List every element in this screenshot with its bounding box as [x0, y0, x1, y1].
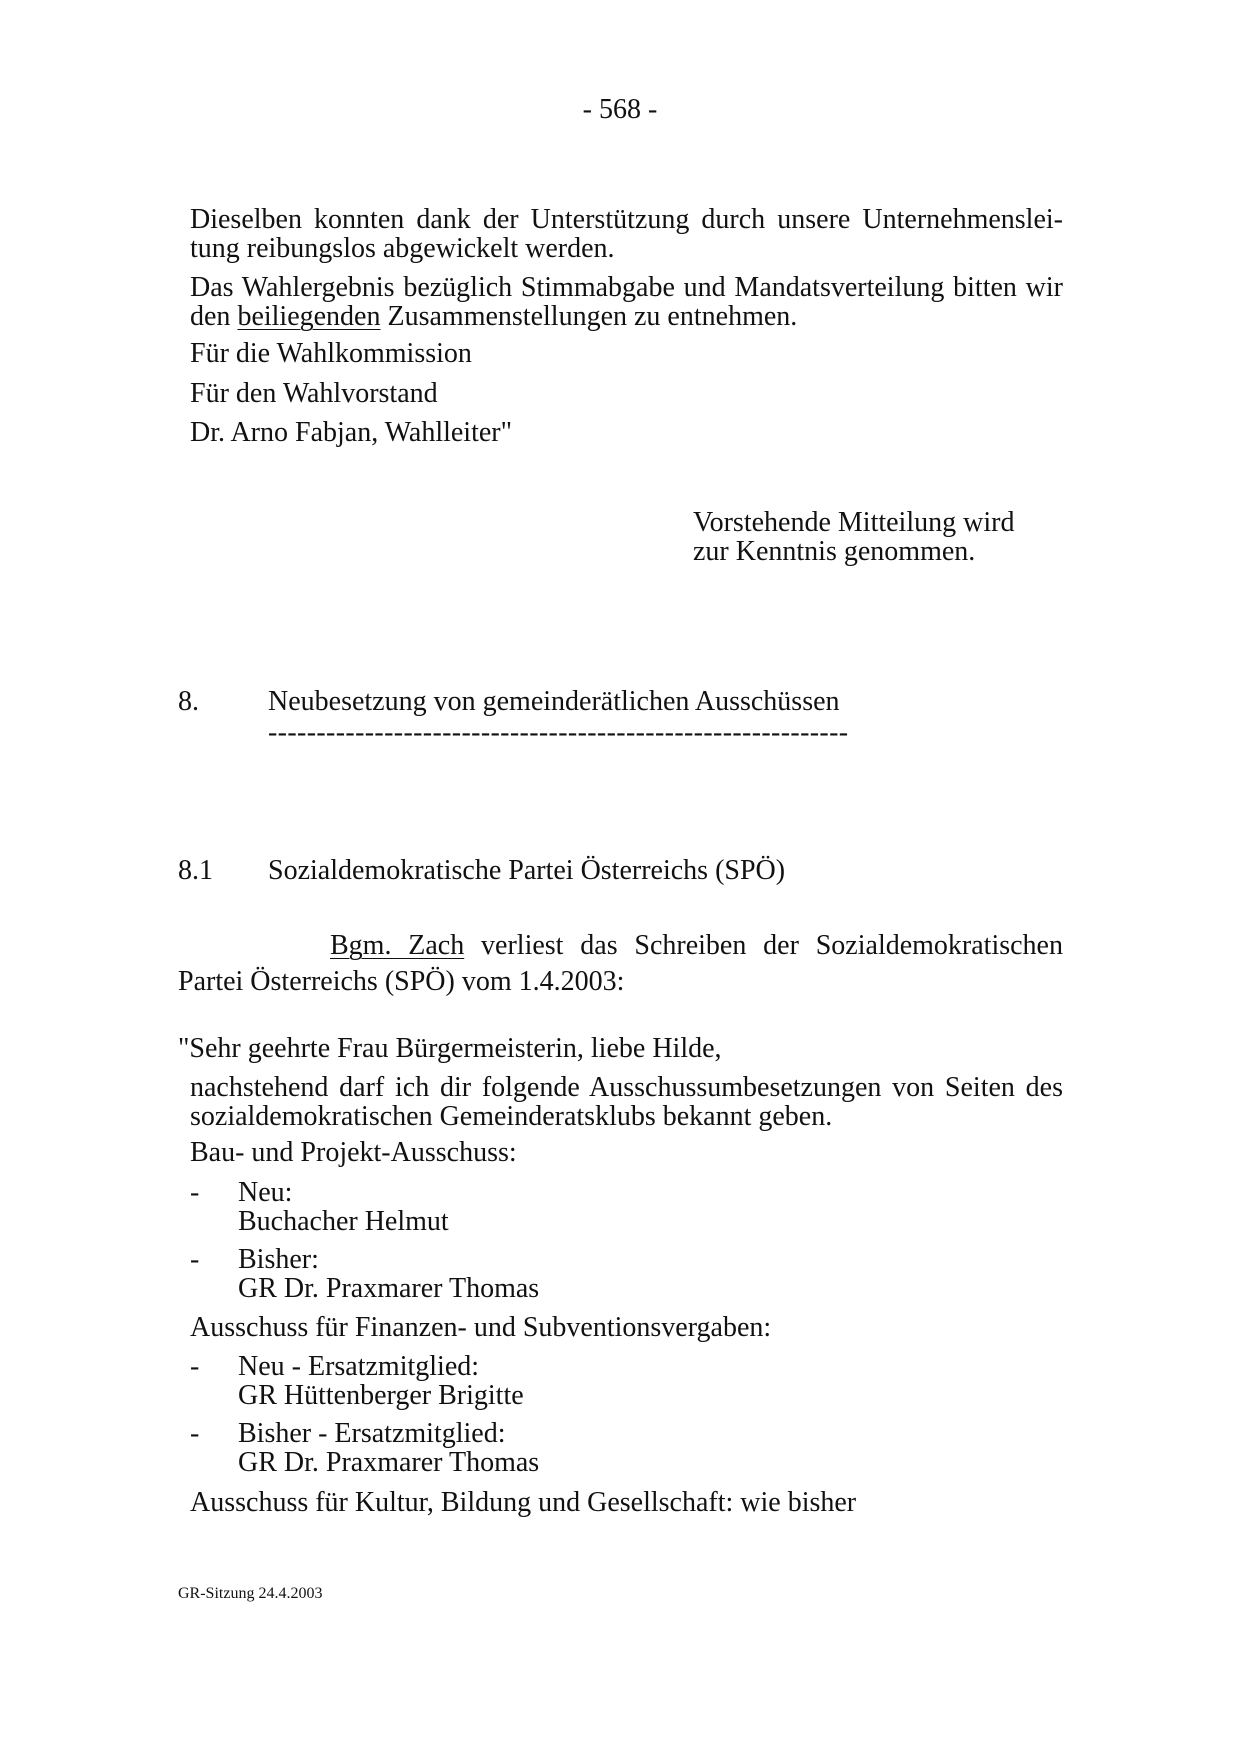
page-number: - 568 - — [582, 94, 658, 125]
paragraph-2-text-b: Zusammenstellungen zu entnehmen. — [380, 301, 798, 332]
committee-3-heading: Ausschuss für Kultur, Bildung und Gesellschaft: wie bisher — [190, 1487, 857, 1518]
list-bullet: - — [190, 1177, 200, 1208]
list-item-name: Buchacher Helmut — [238, 1206, 449, 1237]
section-8-number: 8. — [178, 686, 199, 717]
section-81-number: 8.1 — [178, 855, 213, 886]
committee-1-heading: Bau- und Projekt-Ausschuss: — [190, 1137, 517, 1168]
list-item-label: Bisher: — [238, 1244, 319, 1275]
committee-2-heading: Ausschuss für Finanzen- und Subventionsvergaben: — [190, 1312, 772, 1343]
list-item-label: Neu: — [238, 1177, 293, 1208]
signature-line-3: Dr. Arno Fabjan, Wahlleiter" — [190, 417, 513, 448]
letter-salutation: "Sehr geehrte Frau Bürgermeisterin, liebe Hilde, — [178, 1033, 722, 1064]
list-item-label: Neu - Ersatzmitglied: — [238, 1351, 480, 1382]
signature-line-1: Für die Wahlkommission — [190, 338, 472, 369]
letter-paragraph-1: Dieselben konnten dank der Unterstützung durch unsere Unternehmenslei-tung reibungslos abgewickelt werden. — [190, 204, 1063, 264]
decision-line-1: Vorstehende Mitteilung wird — [693, 507, 1015, 538]
list-item-name: GR Dr. Praxmarer Thomas — [238, 1447, 540, 1478]
section-81-title: Sozialdemokratische Partei Österreichs (SPÖ) — [268, 855, 786, 886]
letter-intro: nachstehend darf ich dir folgende Ausschussumbesetzungen von Seiten des sozialdemokratischen Gemeinderatsklubs bekannt geben. — [190, 1072, 1063, 1132]
decision-line-2: zur Kenntnis genommen. — [693, 536, 976, 567]
list-item-label: Bisher - Ersatzmitglied: — [238, 1418, 506, 1449]
section-8-rule: ------------------------------------------------------------ — [268, 717, 849, 748]
letter-paragraph-2 — [190, 273, 1063, 331]
list-bullet: - — [190, 1351, 200, 1382]
footer-text: GR-Sitzung 24.4.2003 — [178, 1585, 323, 1602]
list-bullet: - — [190, 1244, 200, 1275]
speaker-name: Bgm. Zach — [330, 930, 465, 961]
paragraph-2-text-a: Das Wahlergebnis bezüglich Stimmabgabe und Mandatsverteilung bitten wir den — [190, 272, 1063, 332]
signature-line-2: Für den Wahlvorstand — [190, 378, 438, 409]
list-item-name: GR Hüttenberger Brigitte — [238, 1380, 524, 1411]
reading-text-1: verliest das Schreiben der Sozialdemokratischen — [464, 930, 1063, 961]
reading-line-1 — [330, 931, 1063, 960]
list-item-name: GR Dr. Praxmarer Thomas — [238, 1273, 540, 1304]
section-8-title: Neubesetzung von gemeinderätlichen Ausschüssen — [268, 686, 840, 717]
underlined-word: beiliegenden — [237, 301, 381, 332]
list-bullet: - — [190, 1418, 200, 1449]
reading-line-2: Partei Österreichs (SPÖ) vom 1.4.2003: — [178, 966, 625, 997]
